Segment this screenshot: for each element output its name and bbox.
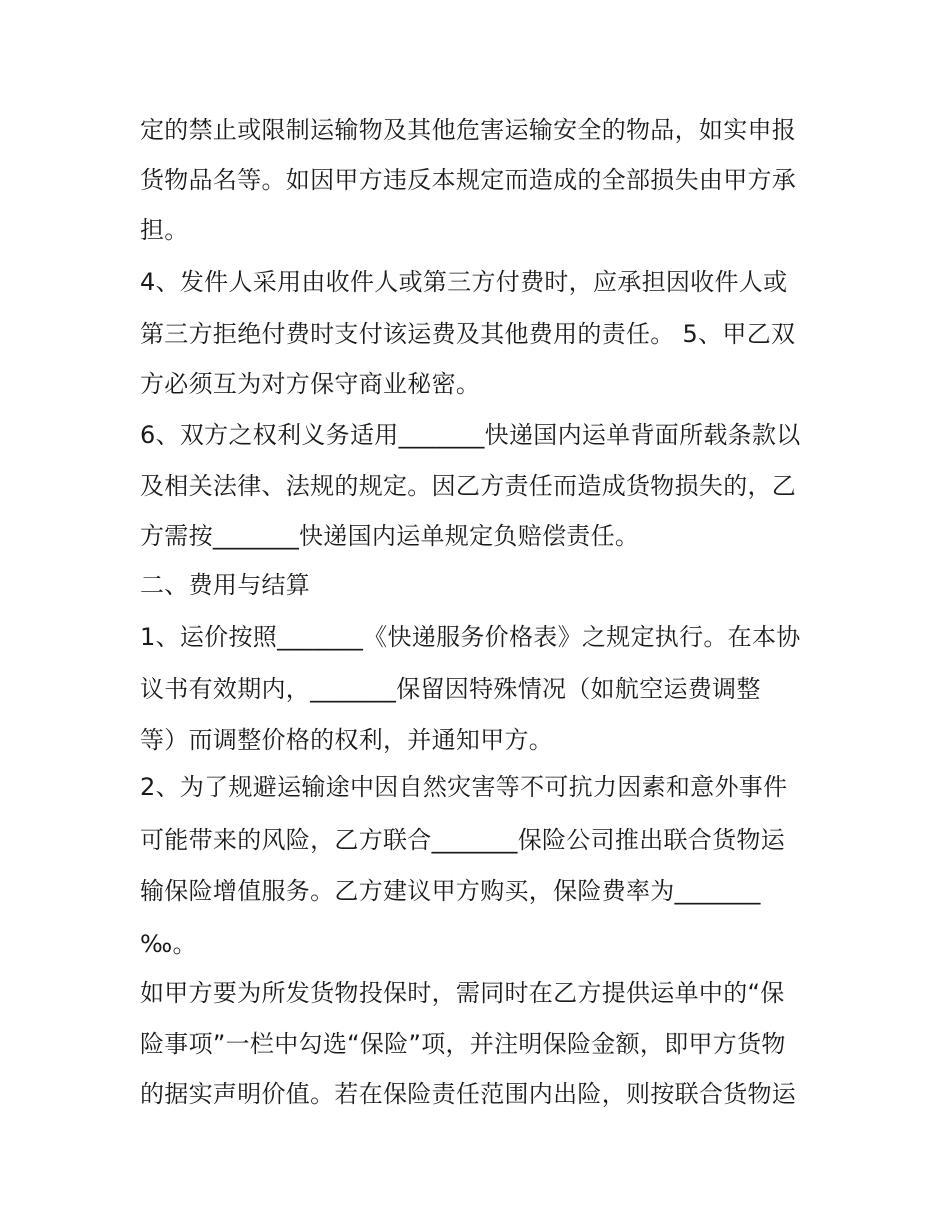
text-line: 的据实声明价值。若在保险责任范围内出险，则按联合货物运 [140,1080,797,1108]
text-line: 等）而调整价格的权利，并通知甲方。 [140,726,554,754]
clause-4-line: 4、发件人采用由收件人或第三方付费时，应承担因收件人或 [140,268,788,296]
text-line: 方需按_______快递国内运单规定负赔偿责任。 [140,522,640,550]
text-line: 及相关法律、法规的规定。因乙方责任而造成货物损失的，乙 [140,472,797,500]
text-line: 定的禁止或限制运输物及其他危害运输安全的物品，如实申报 [140,116,797,144]
text-line: 可能带来的风险，乙方联合_______保险公司推出联合货物运 [140,826,785,854]
text-line: ‰。 [140,930,197,958]
text-line: 方必须互为对方保守商业秘密。 [140,370,481,398]
section-heading: 二、费用与结算 [140,571,311,599]
clause-2-line: 2、为了规避运输途中因自然灾害等不可抗力因素和意外事件 [140,773,788,801]
clause-1-line: 1、运价按照_______《快递服务价格表》之规定执行。在本协 [140,623,801,651]
text-line: 险事项”一栏中勾选“保险”项，并注明保险金额，即甲方货物 [140,1030,786,1058]
text-line: 输保险增值服务。乙方建议甲方购买，保险费率为_______ [140,877,761,905]
text-line: 第三方拒绝付费时支付该运费及其他费用的责任。 5、甲乙双 [140,320,796,348]
text-line: 货物品名等。如因甲方违反本规定而造成的全部损失由甲方承 [140,166,797,194]
clause-6-line: 6、双方之权利义务适用_______快递国内运单背面所载条款以 [140,421,801,449]
text-line: 如甲方要为所发货物投保时，需同时在乙方提供运单中的“保 [140,979,785,1007]
text-line: 议书有效期内，_______保留因特殊情况（如航空运费调整 [140,675,761,703]
text-line: 担。 [140,216,189,244]
